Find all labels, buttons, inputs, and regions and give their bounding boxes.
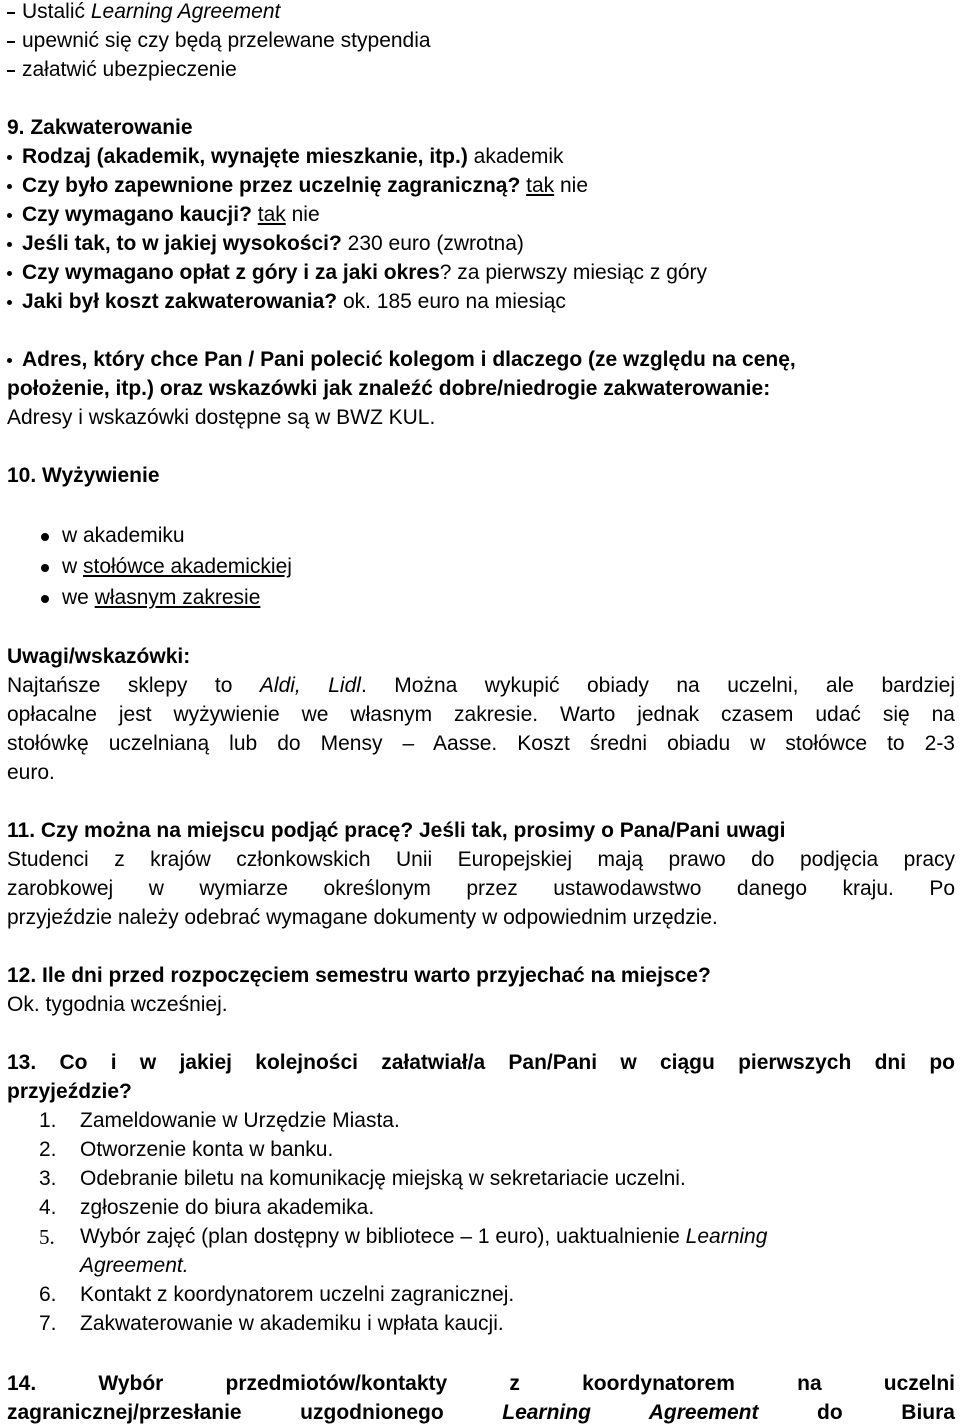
dash-item: upewnić się czy będą przelewane stypendia xyxy=(7,29,431,53)
list-item: w stołówce akademickiej xyxy=(7,555,292,579)
section-9-heading: 9. Zakwaterowanie xyxy=(7,116,193,139)
bullet-icon xyxy=(41,533,49,541)
section-12-answer: Ok. tygodnia wcześniej. xyxy=(7,993,228,1016)
list-item: Czy było zapewnione przez uczelnię zagraniczną? tak nie xyxy=(7,174,588,198)
bullet-icon xyxy=(7,184,12,189)
notes-heading: Uwagi/wskazówki: xyxy=(7,645,191,668)
bullet-icon xyxy=(7,271,12,276)
list-item: Jeśli tak, to w jakiej wysokości? 230 euro (zwrotna) xyxy=(7,232,524,256)
list-item: Czy wymagano kaucji? tak nie xyxy=(7,203,320,227)
section-14-heading: 14. Wybór przedmiotów/kontakty z koordynatorem na uczelni xyxy=(7,1372,955,1395)
address-answer: Adresy i wskazówki dostępne są w BWZ KUL. xyxy=(7,406,436,429)
bullet-icon xyxy=(7,242,12,247)
paragraph-line: przyjeździe należy odebrać wymagane dokumenty w odpowiednim urzędzie. xyxy=(7,906,718,929)
dash-marker xyxy=(7,70,15,72)
paragraph-line: zarobkowej w wymiarze określonym przez ustawodawstwo danego kraju. Po xyxy=(7,877,955,900)
address-question-cont: położenie, itp.) oraz wskazówki jak znaleźć dobre/niedrogie zakwaterowanie: xyxy=(7,377,771,400)
section-10-heading: 10. Wyżywienie xyxy=(7,464,160,487)
bullet-icon xyxy=(7,358,12,363)
bullet-icon xyxy=(41,595,49,603)
list-item: we własnym zakresie xyxy=(7,586,260,610)
section-14-heading-cont: zagranicznej/przesłanie uzgodnionego Learning Agreement do Biura xyxy=(7,1401,955,1424)
section-13-heading: 13. Co i w jakiej kolejności załatwiał/a Pan/Pani w ciągu pierwszych dni po xyxy=(7,1051,955,1074)
list-item: Jaki był koszt zakwaterowania? ok. 185 euro na miesiąc xyxy=(7,290,566,314)
notes-line: opłacalne jest wyżywienie we własnym zakresie. Warto jednak czasem udać się na xyxy=(7,703,955,726)
bullet-icon xyxy=(41,564,49,572)
address-question: Adres, który chce Pan / Pani polecić kolegom i dlaczego (ze względu na cenę, xyxy=(7,348,796,372)
section-12-heading: 12. Ile dni przed rozpoczęciem semestru warto przyjechać na miejsce? xyxy=(7,964,711,987)
paragraph-line: Studenci z krajów członkowskich Unii Europejskiej mają prawo do podjęcia pracy xyxy=(7,848,955,871)
notes-line: stołówkę uczelnianą lub do Mensy – Aasse. Koszt średni obiadu w stołówce to 2-3 xyxy=(7,732,955,755)
dash-marker xyxy=(7,41,15,43)
list-item: w akademiku xyxy=(7,524,185,548)
bullet-icon xyxy=(7,213,12,218)
list-item: Rodzaj (akademik, wynajęte mieszkanie, itp.) akademik xyxy=(7,145,564,169)
bullet-icon xyxy=(7,300,12,305)
dash-marker xyxy=(7,12,15,14)
section-13-heading-cont: przyjeździe? xyxy=(7,1080,132,1103)
notes-line: euro. xyxy=(7,761,55,784)
bullet-icon xyxy=(7,155,12,160)
list-item: Czy wymagano opłat z góry i za jaki okres? za pierwszy miesiąc z góry xyxy=(7,261,707,285)
section-11-heading: 11. Czy można na miejscu podjąć pracę? Jeśli tak, prosimy o Pana/Pani uwagi xyxy=(7,819,786,842)
notes-line: Najtańsze sklepy to Aldi, Lidl. Można wykupić obiady na uczelni, ale bardziej xyxy=(7,674,955,697)
dash-item: Ustalić Learning Agreement xyxy=(7,0,280,24)
dash-item: załatwić ubezpieczenie xyxy=(7,58,237,82)
